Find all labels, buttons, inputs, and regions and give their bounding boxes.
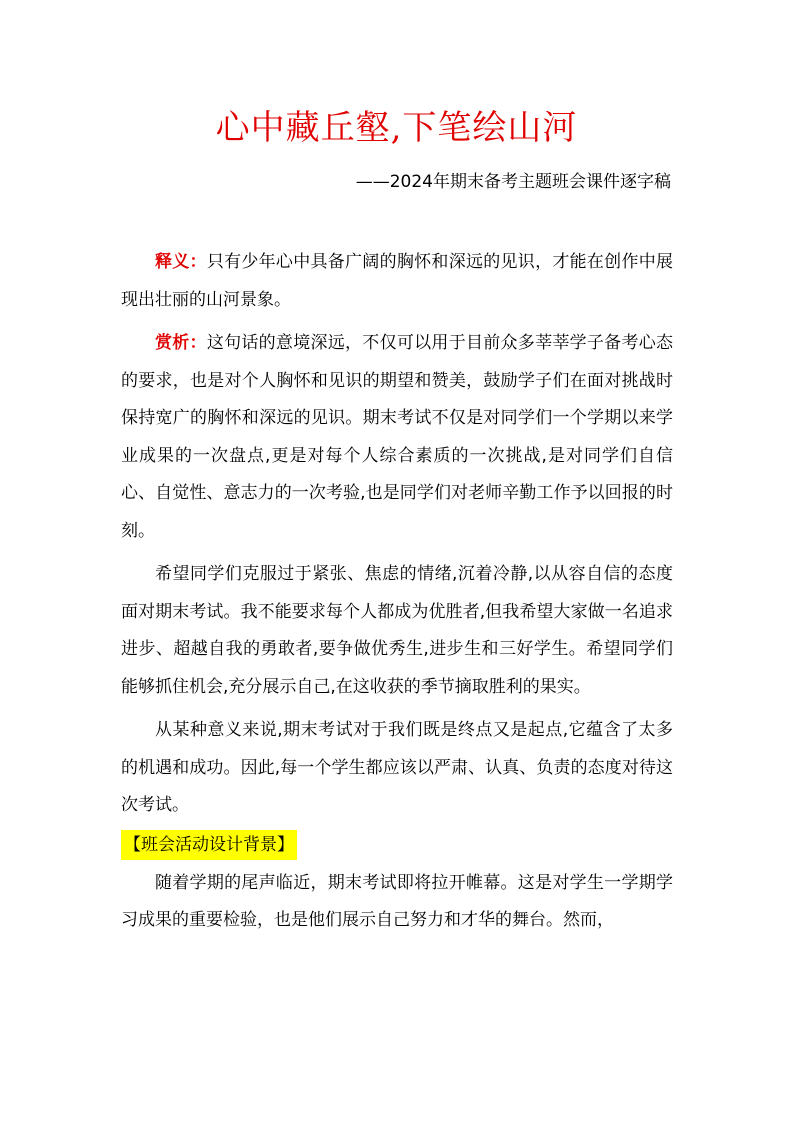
paragraph-text: 希望同学们克服过于紧张、焦虑的情绪,沉着冷静,以从容自信的态度面对期末考试。我不能要求每个人都成为优胜者,但我希望大家做一名追求进步、超越自我的勇敢者,要争做优秀生,进步生和三好学生。希望同学们能够抓住机会,充分展示自己,在这收获的季节摘取胜利的果实。	[121, 564, 673, 697]
section-heading-background: 【班会活动设计背景】	[121, 830, 297, 860]
document-body	[121, 244, 673, 940]
paragraph-text: 只有少年心中具备广阔的胸怀和深远的见识，才能在创作中展现出壮丽的山河景象。	[121, 252, 673, 310]
paragraph-background	[121, 865, 673, 940]
document-subtitle: ——2024年期末备考主题班会课件逐字稿	[355, 172, 671, 192]
paragraph-label: 赏析：	[155, 333, 207, 353]
document-title: 心中藏丘壑,下笔绘山河	[215, 108, 578, 148]
paragraph-text: 这句话的意境深远，不仅可以用于目前众多莘莘学子备考心态的要求，也是对个人胸怀和见识的期望和赞美，鼓励学子们在面对挑战时保持宽广的胸怀和深远的见识。期末考试不仅是对同学们一个学期以来学业成果的一次盘点,更是对每个人综合素质的一次挑战,是对同学们自信心、自觉性、意志力的一次考验,也是同学们对老师辛勤工作予以回报的时刻。	[121, 333, 673, 541]
paragraph-label: 释义：	[155, 252, 207, 272]
paragraph-appreciation	[121, 325, 673, 550]
paragraph-meaning	[121, 712, 673, 825]
paragraph-text: 从某种意义来说,期末考试对于我们既是终点又是起点,它蕴含了太多的机遇和成功。因此,每一个学生都应该以严肃、认真、负责的态度对待这次考试。	[121, 720, 673, 815]
paragraph-definition	[121, 244, 673, 319]
paragraph-hope	[121, 556, 673, 706]
paragraph-text: 随着学期的尾声临近，期末考试即将拉开帷幕。这是对学生一学期学习成果的重要检验，也是他们展示自己努力和才华的舞台。然而，	[121, 872, 673, 930]
